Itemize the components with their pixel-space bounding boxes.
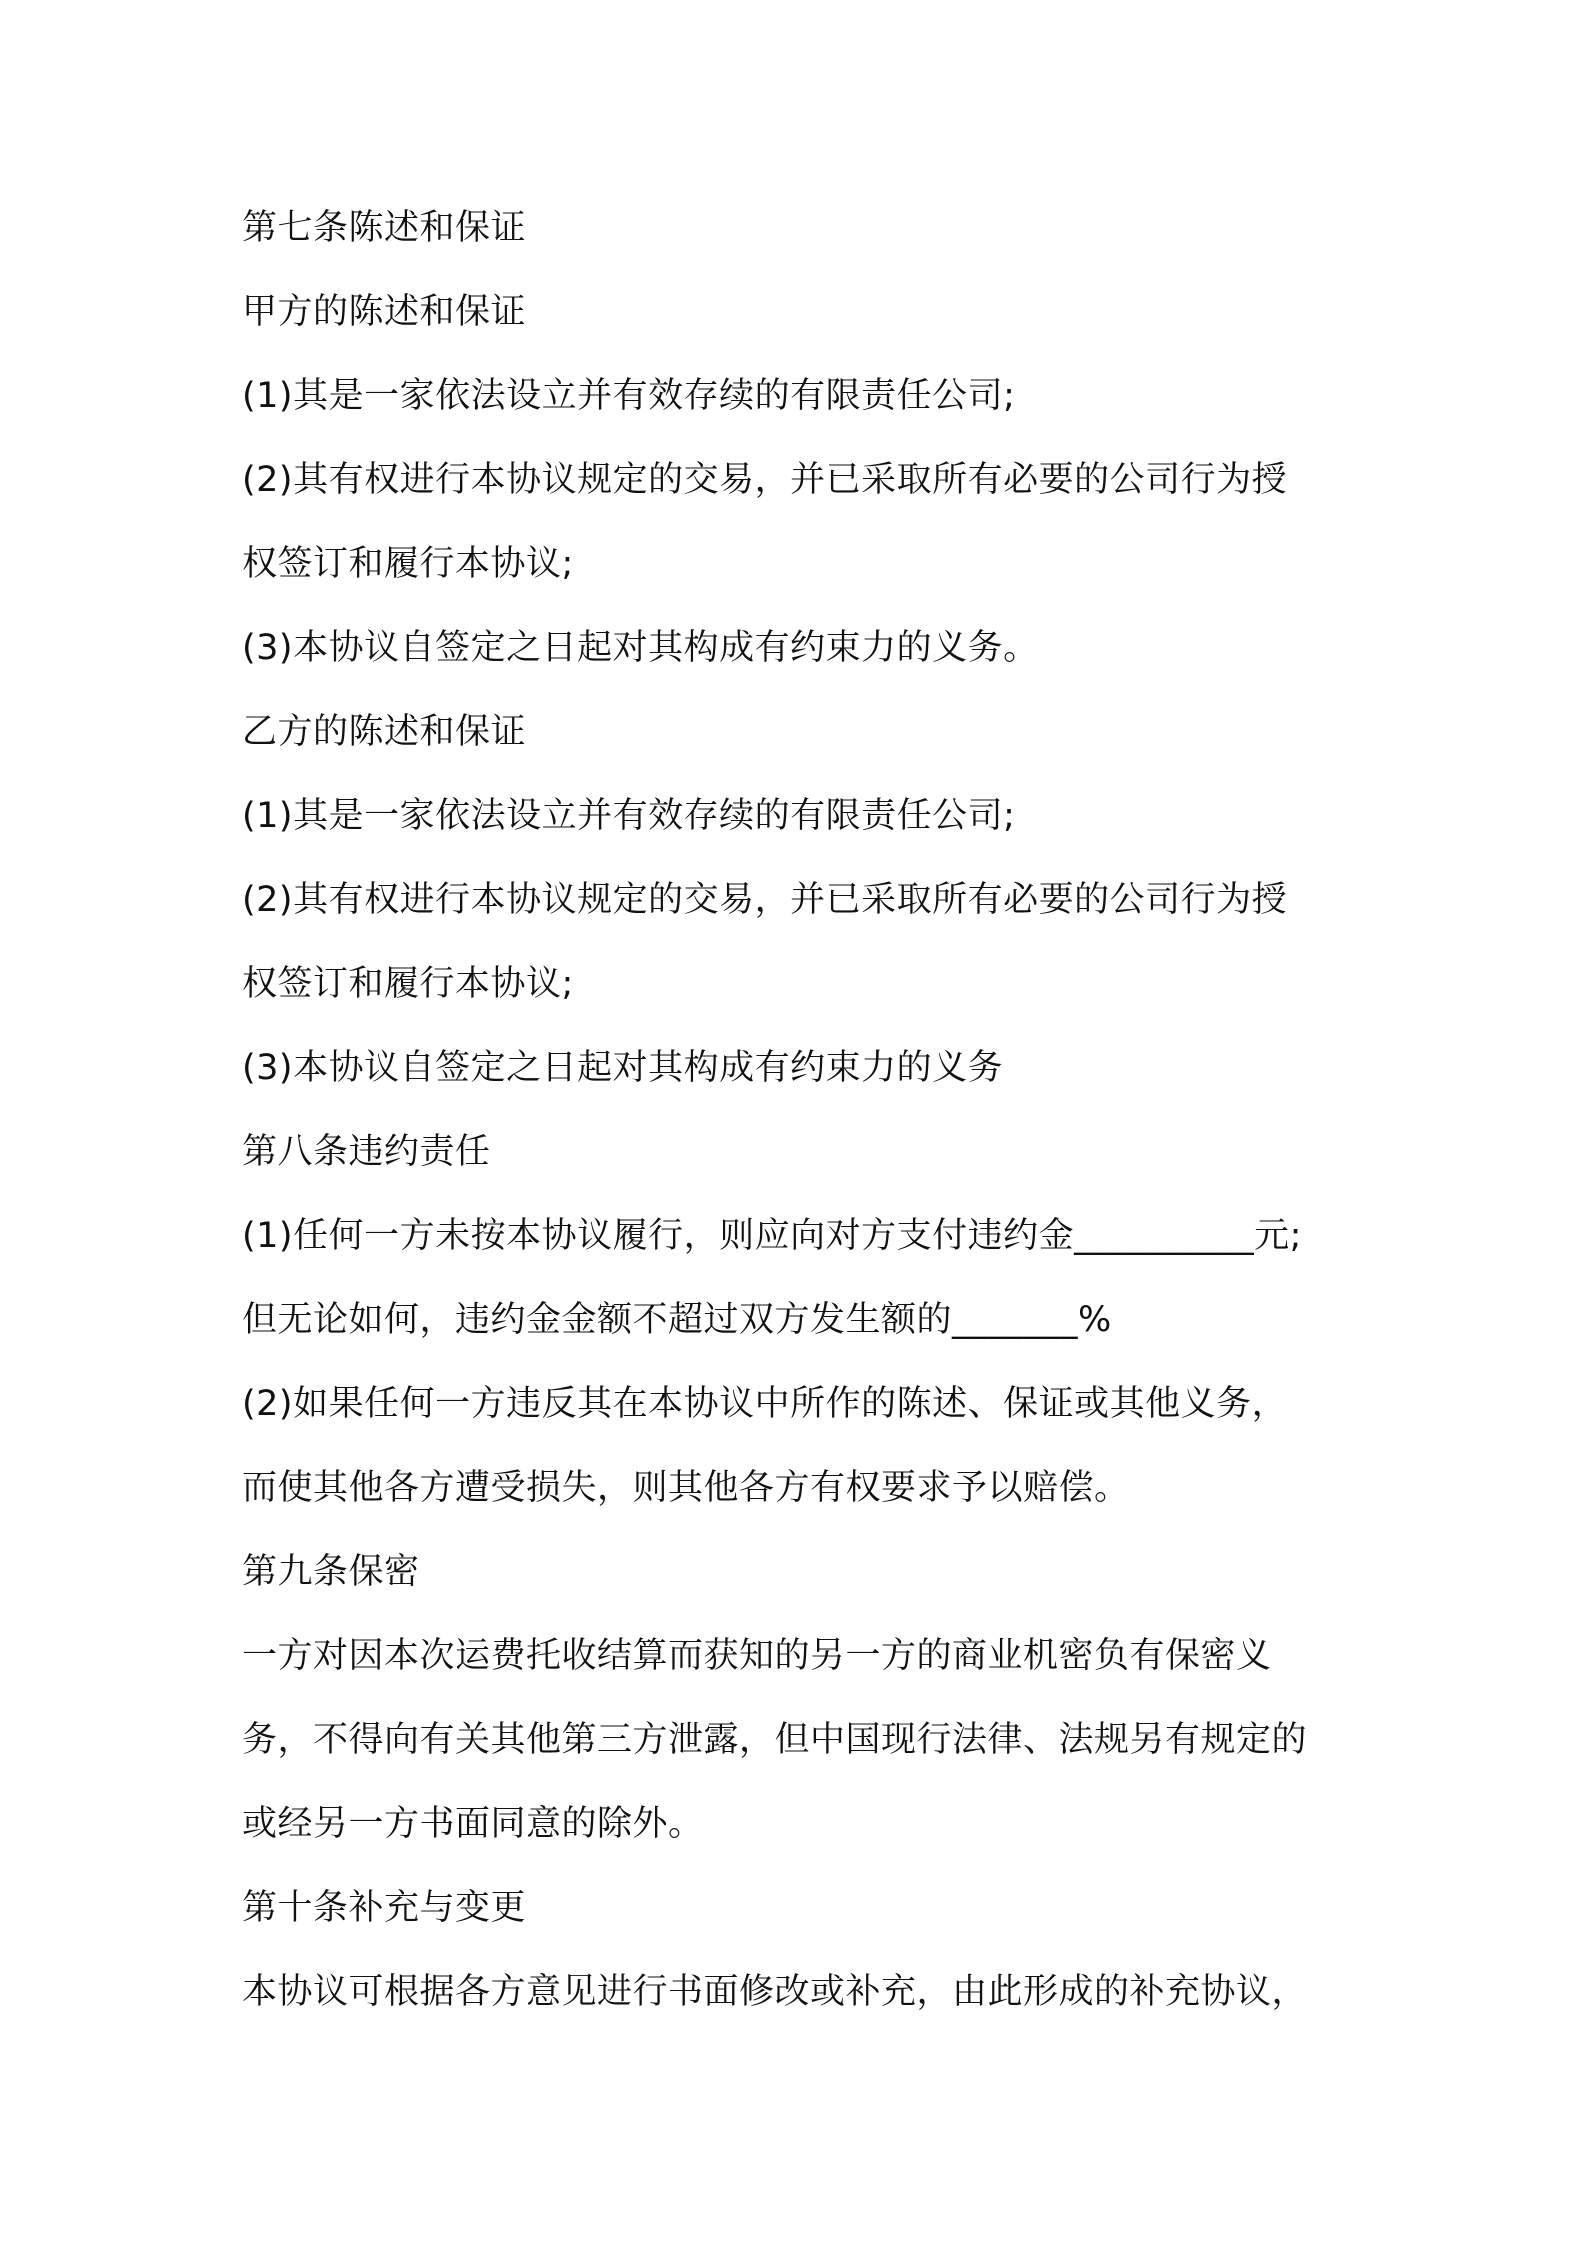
paragraph-line: 一方对因本次运费托收结算而获知的另一方的商业机密负有保密义	[242, 1636, 1272, 1676]
heading-article-7: 第七条陈述和保证	[242, 208, 527, 248]
paragraph-line: (2)其有权进行本协议规定的交易，并已采取所有必要的公司行为授	[242, 460, 1288, 500]
paragraph-line: (2)其有权进行本协议规定的交易，并已采取所有必要的公司行为授	[242, 880, 1288, 920]
paragraph-line: 权签订和履行本协议;	[242, 964, 574, 1004]
paragraph-line: (1)其是一家依法设立并有效存续的有限责任公司;	[242, 796, 1016, 836]
paragraph-line: 务，不得向有关其他第三方泄露，但中国现行法律、法规另有规定的	[242, 1720, 1308, 1760]
paragraph-line: (3)本协议自签定之日起对其构成有约束力的义务	[242, 1048, 1004, 1088]
heading-article-10: 第十条补充与变更	[242, 1888, 527, 1928]
paragraph-line: (2)如果任何一方违反其在本协议中所作的陈述、保证或其他义务，	[242, 1384, 1288, 1424]
paragraph-line: (1)任何一方未按本协议履行，则应向对方支付违约金__________元;	[242, 1216, 1302, 1256]
paragraph-line: 权签订和履行本协议;	[242, 544, 574, 584]
paragraph-line: 本协议可根据各方意见进行书面修改或补充，由此形成的补充协议，	[242, 1972, 1308, 2012]
paragraph-line: 但无论如何，违约金金额不超过双方发生额的_______%	[242, 1300, 1112, 1340]
heading-article-9: 第九条保密	[242, 1552, 420, 1592]
paragraph-line: (3)本协议自签定之日起对其构成有约束力的义务。	[242, 628, 1039, 668]
subheading-party-b: 乙方的陈述和保证	[242, 712, 527, 752]
subheading-party-a: 甲方的陈述和保证	[242, 292, 527, 332]
heading-article-8: 第八条违约责任	[242, 1132, 491, 1172]
paragraph-line: (1)其是一家依法设立并有效存续的有限责任公司;	[242, 376, 1016, 416]
paragraph-line: 而使其他各方遭受损失，则其他各方有权要求予以赔偿。	[242, 1468, 1130, 1508]
paragraph-line: 或经另一方书面同意的除外。	[242, 1804, 704, 1844]
